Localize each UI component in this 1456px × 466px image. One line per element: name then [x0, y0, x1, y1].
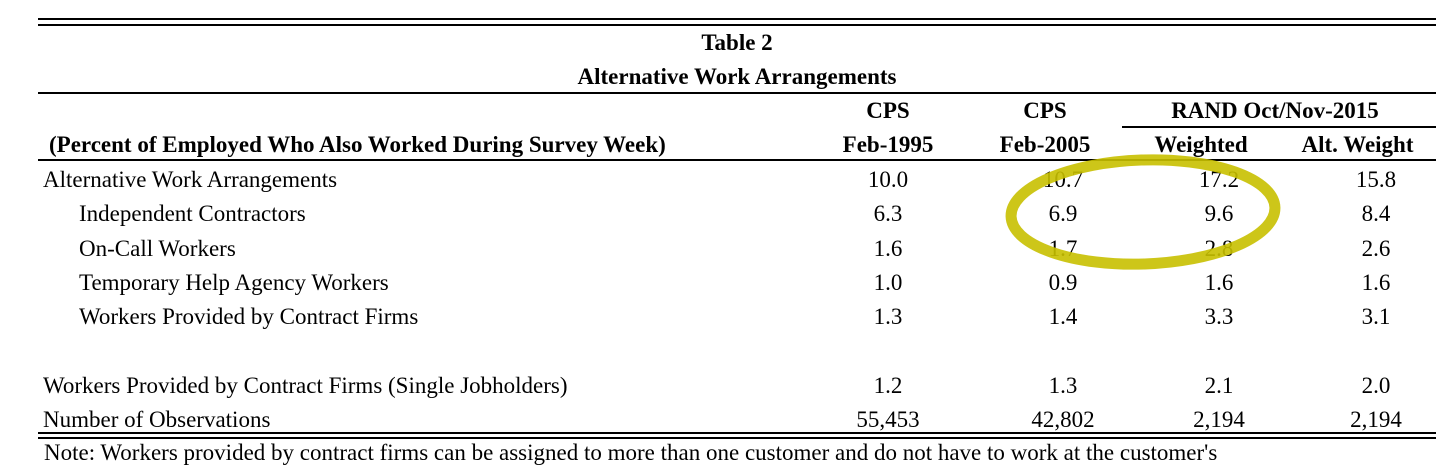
col2-header-bottom: Feb-2005 [999, 132, 1091, 157]
table-cell: 6.3 [873, 201, 903, 226]
row-label-alternative-work-arrangements: Alternative Work Arrangements [43, 167, 338, 192]
table-cell: 1.3 [873, 304, 903, 329]
table-cell: 1.6 [1361, 270, 1391, 295]
table-cell: 1.6 [1204, 270, 1234, 295]
col1-header-bottom: Feb-1995 [842, 132, 934, 157]
table-cell: 2,194 [1193, 407, 1245, 432]
table-cell: 17.2 [1198, 167, 1240, 192]
table-cell: 1.6 [873, 236, 903, 261]
table-cell: 9.6 [1204, 201, 1234, 226]
table-cell: 6.9 [1048, 201, 1078, 226]
table-cell: 1.3 [1048, 373, 1078, 398]
col3-header-bottom: Weighted [1154, 132, 1248, 157]
table-cell: 0.9 [1048, 270, 1078, 295]
table-cell: 10.0 [867, 167, 909, 192]
table-cell: 1.7 [1048, 236, 1078, 261]
table-cell: 1.4 [1048, 304, 1078, 329]
table-cell: 8.4 [1361, 201, 1391, 226]
rand-group-header: RAND Oct/Nov-2015 [1171, 98, 1379, 123]
table-cell: 2.1 [1204, 373, 1234, 398]
col2-header-top: CPS [1023, 98, 1067, 123]
table-cell: 42,802 [1031, 407, 1095, 432]
row-label-number-of-observations: Number of Observations [43, 407, 271, 432]
table-cell: 2.0 [1361, 373, 1391, 398]
header-rule [38, 92, 1436, 94]
table-cell: 55,453 [856, 407, 920, 432]
row-label-on-call-workers: On-Call Workers [79, 236, 236, 261]
top-rule-2 [38, 24, 1436, 26]
table-cell: 1.2 [873, 373, 903, 398]
table-cell: 1.0 [873, 270, 903, 295]
row-label-independent-contractors: Independent Contractors [79, 201, 306, 226]
rand-group-rule [1122, 126, 1436, 128]
table-title: Table 2 [701, 30, 773, 55]
col4-header-bottom: Alt. Weight [1301, 132, 1414, 157]
table-subtitle: Alternative Work Arrangements [577, 64, 897, 89]
bottom-rule-1 [38, 432, 1436, 434]
table-cell: 3.3 [1204, 304, 1234, 329]
table-cell: 3.1 [1361, 304, 1391, 329]
col1-header-top: CPS [866, 98, 910, 123]
row-label-workers-provided-by-contract-firms: Workers Provided by Contract Firms [79, 304, 419, 329]
row-label-single-jobholders: Workers Provided by Contract Firms (Single Jobholders) [43, 373, 568, 398]
column-header-rule [38, 159, 1436, 161]
top-rule-1 [38, 18, 1436, 20]
table-cell: 10.7 [1042, 167, 1084, 192]
table-cell: 2.6 [1361, 236, 1391, 261]
table-cell: 15.8 [1355, 167, 1397, 192]
table-note: Note: Workers provided by contract firms can be assigned to more than one customer and do not have to work at the customer's [44, 440, 1218, 465]
bottom-rule-2 [38, 437, 1436, 439]
row-label-temporary-help-agency-workers: Temporary Help Agency Workers [79, 270, 389, 295]
table-cell: 2,194 [1350, 407, 1402, 432]
table-cell: 2.8 [1204, 236, 1234, 261]
subject-label: (Percent of Employed Who Also Worked During Survey Week) [49, 132, 666, 157]
